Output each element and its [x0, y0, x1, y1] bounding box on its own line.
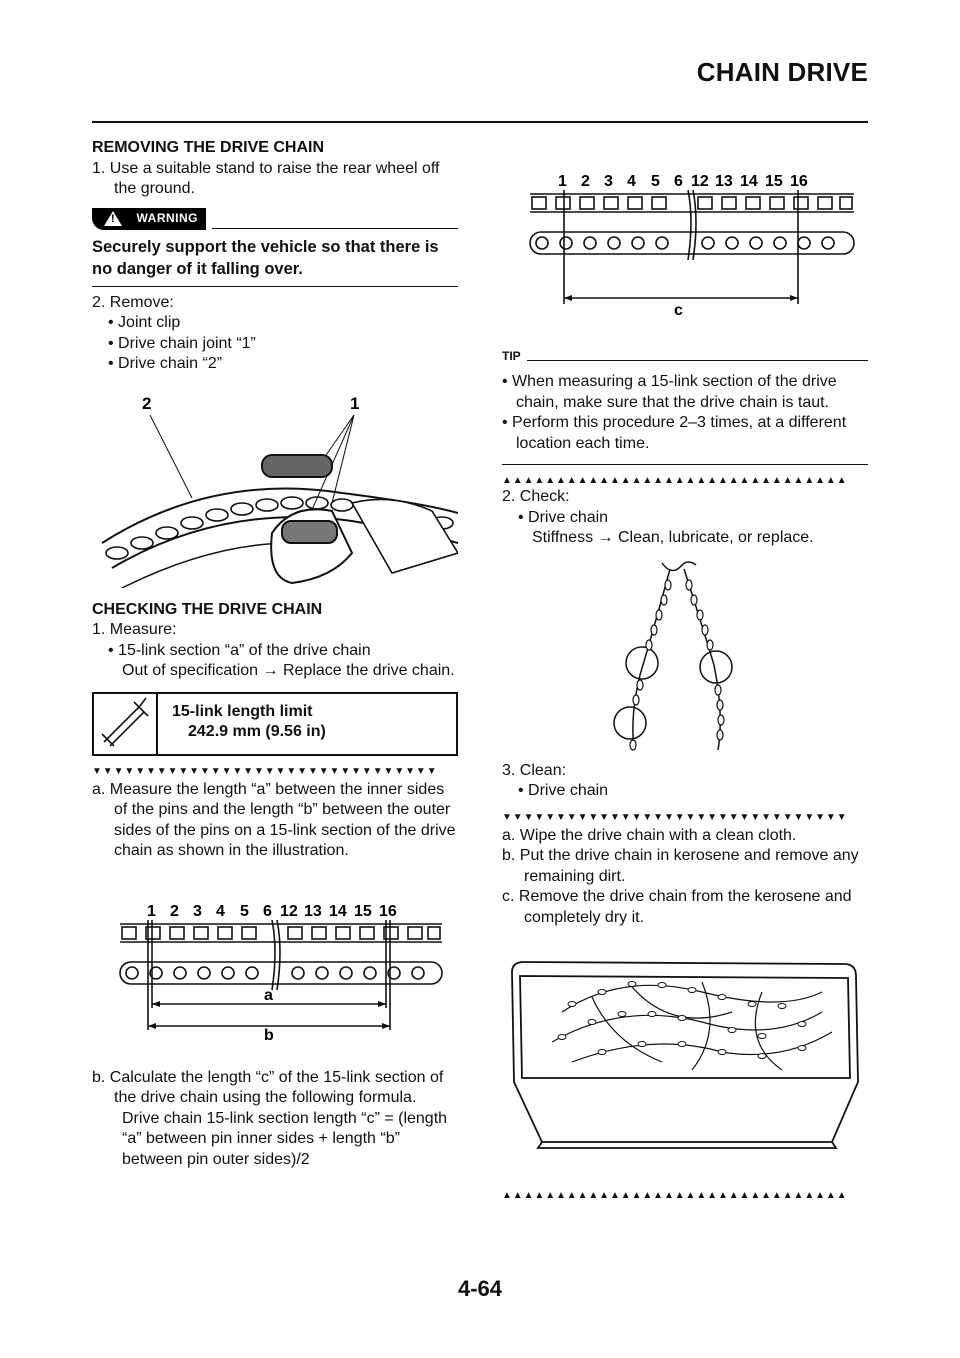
warning-label: ! WARNING — [92, 208, 206, 230]
link-number: 1 — [558, 173, 567, 190]
step-b-calculate: b. Calculate the length “c” of the 15-link section of the drive chain using the following formula. — [92, 1068, 444, 1106]
check-list — [502, 508, 868, 549]
tip-list — [502, 372, 868, 454]
link-number: 3 — [604, 173, 613, 190]
tip-bottom-rule — [502, 464, 868, 465]
page-number: 4-64 — [457, 1276, 503, 1301]
remove-item: • Drive chain joint “1” — [108, 334, 256, 352]
link-number: 2 — [170, 902, 179, 920]
link-number: 3 — [193, 902, 202, 920]
joint-plate-shape — [282, 521, 337, 543]
step-b-formula: Drive chain 15-link section length “c” = (length “a” between pin inner sides + length “b” between pin outer sides)/2 — [122, 1109, 448, 1168]
link-number: 12 — [280, 902, 298, 920]
chain-stiffness-illustration — [502, 555, 868, 755]
caliper-icon-cell — [94, 694, 158, 754]
tip-label: TIP — [502, 348, 521, 363]
link-number: 4 — [627, 173, 636, 190]
link-number: 13 — [304, 902, 322, 920]
warning-text: Securely support the vehicle so that there is no danger of it falling over. — [92, 237, 439, 278]
section-title-checking: CHECKING THE DRIVE CHAIN — [92, 600, 323, 618]
step-2-remove: 2. Remove: — [92, 293, 174, 311]
callout-1: 1 — [350, 393, 360, 413]
link-number: 15 — [354, 902, 372, 920]
measure-list — [92, 641, 458, 682]
joint-clip-shape — [262, 455, 332, 477]
chain-length-c-diagram — [502, 170, 868, 320]
link-number: 2 — [581, 173, 590, 190]
page-title: CHAIN DRIVE — [696, 57, 868, 87]
right-column — [502, 170, 868, 1202]
tip-item: • When measuring a 15-link section of the drive chain, make sure that the drive chain is taut. — [502, 373, 837, 411]
link-number: 16 — [790, 173, 808, 190]
kerosene-tray-illustration — [502, 952, 868, 1152]
step-3-clean: 3. Clean: — [502, 761, 567, 779]
spec-text — [172, 702, 326, 743]
link-number: 12 — [691, 173, 709, 190]
link-number: 16 — [379, 902, 397, 920]
measure-item: • 15-link section “a” of the drive chain — [108, 641, 371, 659]
tip-item: • Perform this procedure 2–3 times, at a different location each time. — [502, 414, 847, 452]
remove-item: • Joint clip — [108, 314, 181, 331]
spec-box — [92, 692, 458, 756]
chain-length-ab-diagram — [92, 900, 458, 1040]
link-number: 1 — [147, 902, 156, 920]
step-1-raise: 1. Use a suitable stand to raise the rear wheel off the ground. — [92, 159, 440, 197]
tip-header — [502, 344, 868, 366]
link-number: 6 — [674, 173, 683, 190]
link-number: 5 — [651, 173, 660, 190]
caliper-icon — [94, 694, 156, 754]
warning-rule — [212, 228, 458, 229]
clean-item: • Drive chain — [518, 782, 609, 799]
link-number: 6 — [263, 902, 272, 920]
warning-exclamation-icon: ! — [111, 212, 116, 225]
tip-rule — [527, 360, 868, 361]
clean-step-b: b. Put the drive chain in kerosene and remove any remaining dirt. — [502, 847, 859, 885]
label-a: a — [264, 986, 273, 1004]
link-number: 13 — [715, 173, 733, 190]
link-number: 5 — [240, 902, 249, 920]
warning-header — [92, 208, 458, 236]
left-column — [92, 138, 458, 1170]
remove-item: • Drive chain “2” — [108, 355, 223, 372]
step-a-measure: a. Measure the length “a” between the inner sides of the pins and the length “b” between the outer sides of the pins on a 15-link section of the drive chain as shown in the illustration. — [92, 780, 456, 859]
clean-step-a: a. Wipe the drive chain with a clean cloth. — [502, 826, 797, 844]
spec-value: 242.9 mm (9.56 in) — [188, 723, 326, 740]
procedure-start-markers: ▼▼▼▼▼▼▼▼▼▼▼▼▼▼▼▼▼▼▼▼▼▼▼▼▼▼▼▼▼▼▼▼ — [92, 765, 438, 777]
label-b: b — [264, 1026, 274, 1040]
step-2-check: 2. Check: — [502, 488, 570, 505]
section-title-removing: REMOVING THE DRIVE CHAIN — [92, 139, 325, 156]
link-number: 4 — [216, 902, 225, 920]
step-1-measure: 1. Measure: — [92, 621, 177, 638]
label-c: c — [674, 302, 683, 319]
measure-result: Out of specification → Replace the drive chain. — [122, 662, 455, 679]
remove-list — [92, 313, 458, 375]
spec-title: 15-link length limit — [172, 702, 313, 720]
link-number: 14 — [740, 173, 758, 190]
link-number: 14 — [329, 902, 347, 920]
header-rule — [92, 121, 868, 123]
link-number: 15 — [765, 173, 783, 190]
procedure-start-markers-2: ▼▼▼▼▼▼▼▼▼▼▼▼▼▼▼▼▼▼▼▼▼▼▼▼▼▼▼▼▼▼▼▼ — [502, 811, 848, 823]
procedure-end-markers-2: ▲▲▲▲▲▲▲▲▲▲▲▲▲▲▲▲▲▲▲▲▲▲▲▲▲▲▲▲▲▲▲▲ — [502, 1190, 848, 1201]
chain-joint-illustration — [92, 393, 458, 588]
callout-2: 2 — [142, 393, 152, 413]
warning-bottom-rule — [92, 286, 458, 287]
check-result: Stiffness → Clean, lubricate, or replace. — [532, 529, 814, 546]
check-item: • Drive chain — [518, 508, 609, 526]
clean-step-c: c. Remove the drive chain from the kerosene and completely dry it. — [502, 888, 852, 926]
procedure-end-markers: ▲▲▲▲▲▲▲▲▲▲▲▲▲▲▲▲▲▲▲▲▲▲▲▲▲▲▲▲▲▲▲▲ — [502, 475, 848, 486]
